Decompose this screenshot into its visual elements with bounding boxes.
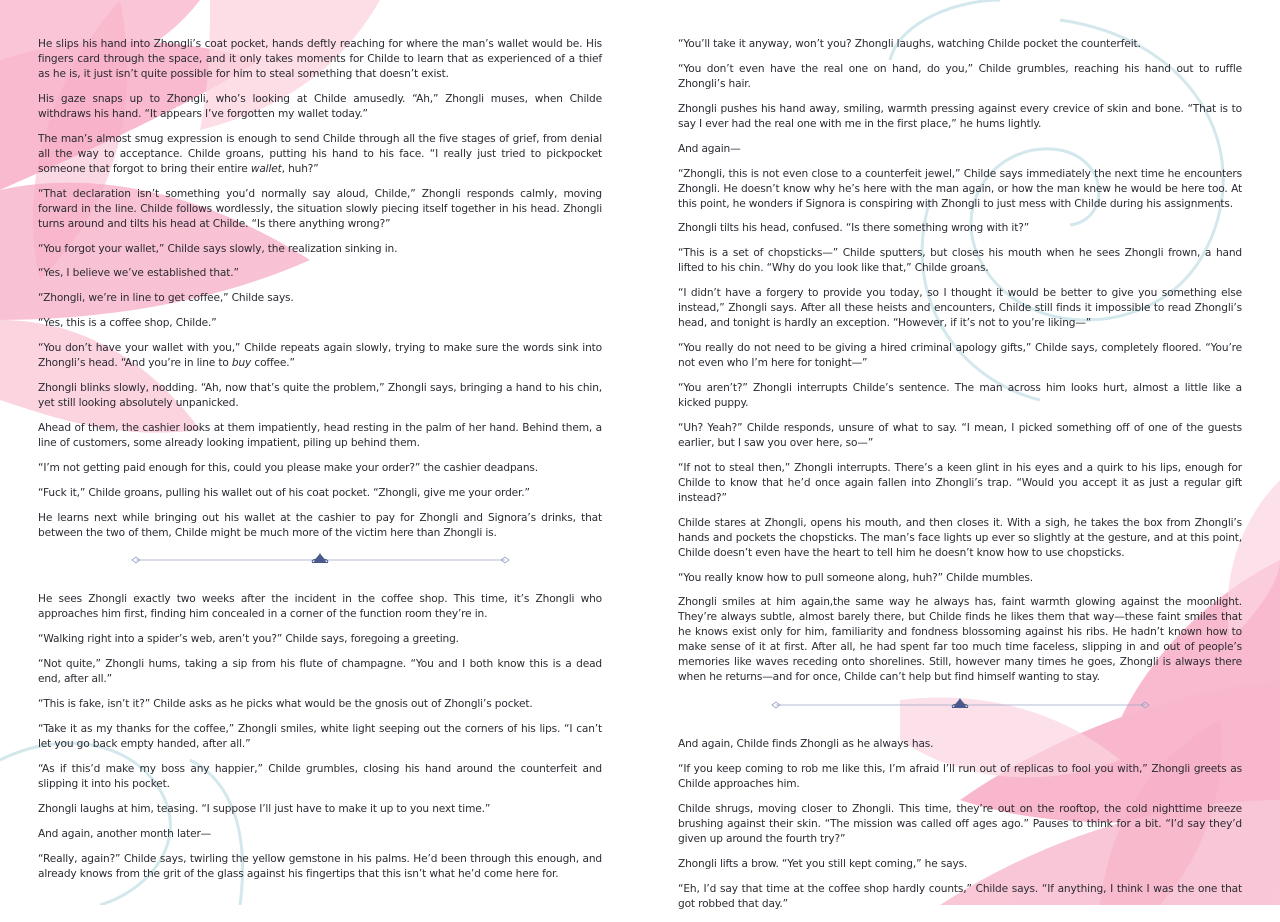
left-column <box>38 37 602 891</box>
paragraph: “You don’t even have the real one on hand, do you,” Childe grumbles, reaching his hand out to ruffle Zhongli’s hair. <box>678 62 1242 90</box>
paragraph: “Yes, I believe we’ve established that.” <box>38 267 239 280</box>
paragraph: Zhongli pushes his hand away, smiling, warmth pressing against every crevice of skin and bone. “That is to say I ever had the real one with me in the first place,” he hums lightly. <box>678 102 1242 130</box>
paragraph: Ahead of them, the cashier looks at them impatiently, head resting in the palm of her hand. Behind them, a line of customers, some already looking impatient, piling up behind them. <box>38 421 602 449</box>
paragraph: Zhongli laughs at him, teasing. “I suppose I’ll just have to make it up to you next time.” <box>38 802 491 815</box>
section-2 <box>678 737 1242 912</box>
paragraph: “Not quite,” Zhongli hums, taking a sip from his flute of champagne. “You and I both know this is a dead end, after all.” <box>38 658 602 686</box>
paragraph: “This is a set of chopsticks—” Childe sputters, but closes his mouth when he sees Zhongli frown, a hand lifted to his chin. “Why do you look like that,” Childe groans. <box>678 247 1242 275</box>
paragraph: “Zhongli, this is not even close to a counterfeit jewel,” Childe says immediately the next time he encounters Zhongli. He doesn’t know why he’s here with the man again, or how the man knew he would be here too. At this point, he wonders if Signora is conspiring with Zhongli to just mess with Childe during his assignments. <box>678 167 1242 210</box>
paragraph: “If not to steal then,” Zhongli interrupts. There’s a keen glint in his eyes and a quirk to his lips, enough for Childe to know that he’d once again fallen into Zhongli’s trap. “Would you accept it as just a regular gift instead?” <box>678 461 1242 504</box>
paragraph: “This is fake, isn’t it?” Childe asks as he picks what would be the gnosis out of Zhongli’s pocket. <box>38 698 533 711</box>
paragraph: “You really do not need to be giving a hired criminal apology gifts,” Childe says, completely floored. “You’re not even who I’m here for tonight—” <box>678 342 1242 370</box>
paragraph: Zhongli blinks slowly, nodding. “Ah, now that’s quite the problem,” Zhongli says, bringing a hand to his chin, yet still looking absolutely unpanicked. <box>38 382 602 410</box>
paragraph: “Eh, I’d say that time at the coffee shop hardly counts,” Childe says. “If anything, I think I was the one that got robbed that day.” <box>678 882 1242 910</box>
section-1 <box>678 37 1242 685</box>
paragraph: “Take it as my thanks for the coffee,” Zhongli smiles, white light seeping out the corners of his lips. “I can’t let you go back empty handed, after all.” <box>38 723 602 751</box>
section-2 <box>38 592 602 881</box>
section-divider <box>678 695 1242 715</box>
paragraph: Childe stares at Zhongli, opens his mouth, and then closes it. With a sigh, he takes the box from Zhongli’s hands and pockets the chopsticks. The man’s face lights up ever so slightly at the gesture, and at this point, Childe doesn’t even have the heart to tell him he doesn’t know how to use chopsticks. <box>678 516 1242 559</box>
paragraph: “Uh? Yeah?” Childe responds, unsure of what to say. “I mean, I picked something off of one of the guests earlier, but I saw you over here, so—” <box>678 421 1242 449</box>
paragraph: “Zhongli, we’re in line to get coffee,” Childe says. <box>38 292 294 305</box>
paragraph: “You don’t have your wallet with you,” Childe repeats again slowly, trying to make sure the words sink into Zhongli’s head. “And you’re in line to buy coffee.” <box>38 342 602 370</box>
paragraph: “Yes, this is a coffee shop, Childe.” <box>38 317 217 330</box>
paragraph: “You forgot your wallet,” Childe says slowly, the realization sinking in. <box>38 242 398 255</box>
paragraph: Zhongli smiles at him again,the same way he always has, faint warmth glowing against the moonlight. They’re always subtle, almost barely there, but Childe finds he likes them that way—these faint smiles that he knows exist only for him, familiarity and fondness blossoming against his ribs. He hadn’t known how to make sense of it at first. After all, he had spent far too much time faceless, slipping in and out of people’s memories like waves receding onto shorelines. Still, however many times he goes, Zhongli is always there when he returns—and for once, Childe can’t help but find himself wanting to stay. <box>678 596 1242 684</box>
paragraph: He slips his hand into Zhongli’s coat pocket, hands deftly reaching for where the man’s wallet would be. His fingers card through the space, and it only takes moments for Childe to learn that as experienced of a thief as he is, it just isn’t quite possible for him to steal something that doesn’t exist. <box>38 38 602 80</box>
right-column <box>678 37 1242 922</box>
paragraph: Zhongli lifts a brow. “Yet you still kept coming,” he says. <box>678 858 968 871</box>
paragraph: Childe shrugs, moving closer to Zhongli. This time, they’re out on the rooftop, the cold nighttime breeze brushing against their skin. “The mission was called off ages ago.” Pauses to think for a bit. “I’d say they’d given up around the fourth try?” <box>678 803 1242 846</box>
paragraph: “Fuck it,” Childe groans, pulling his wallet out of his coat pocket. “Zhongli, give me your order.” <box>38 486 530 499</box>
paragraph: “You’ll take it anyway, won’t you? Zhongli laughs, watching Childe pocket the counterfeit. <box>678 38 1141 50</box>
section-divider <box>38 550 602 570</box>
paragraph: “Walking right into a spider’s web, aren’t you?” Childe says, foregoing a greeting. <box>38 633 459 646</box>
paragraph: “That declaration isn’t something you’d normally say aloud, Childe,” Zhongli responds calmly, moving forward in the line. Childe follows wordlessly, the situation slowly piecing itself together in his head. Zhongli turns around and tilts his head at Childe. “Is there anything wrong?” <box>38 187 602 230</box>
paragraph: “As if this’d make my boss any happier,” Childe grumbles, closing his hand around the counterfeit and slipping it into his pocket. <box>38 762 602 790</box>
lotus-divider-icon <box>952 698 968 708</box>
paragraph: He learns next while bringing out his wallet at the cashier to pay for Zhongli and Signora’s drinks, that between the two of them, Childe might be much more of the victim here than Zhongli is. <box>38 511 602 539</box>
paragraph: “I’m not getting paid enough for this, could you please make your order?” the cashier deadpans. <box>38 461 539 474</box>
paragraph: “You aren’t?” Zhongli interrupts Childe’s sentence. The man across him looks hurt, almost a little like a kicked puppy. <box>678 382 1242 410</box>
paragraph: The man’s almost smug expression is enough to send Childe through all the five stages of grief, from denial all the way to acceptance. Childe groans, putting his hand to his face. “I really just tried to pickpocket someone that forgot to bring their entire wallet, huh?” <box>38 132 602 175</box>
paragraph: And again— <box>678 142 741 155</box>
paragraph: “I didn’t have a forgery to provide you today, so I thought it would be better to give you something else instead,” Zhongli says. After all these heists and encounters, Childe still finds it impossible to read Zhongli’s head, and tonight is hardly an exception. “However, if it’s not to you’re liking—” <box>678 287 1242 330</box>
paragraph: Zhongli tilts his head, confused. “Is there something wrong with it?” <box>678 222 1030 235</box>
paragraph: He sees Zhongli exactly two weeks after the incident in the coffee shop. This time, it’s Zhongli who approaches him first, finding him concealed in a corner of the function room they’re in. <box>38 593 602 621</box>
paragraph: And again, Childe finds Zhongli as he always has. <box>678 738 934 751</box>
paragraph: “If you keep coming to rob me like this, I’m afraid I’ll run out of replicas to fool you with,” Zhongli greets as Childe approaches him. <box>678 763 1242 791</box>
paragraph: “You really know how to pull someone along, huh?” Childe mumbles. <box>678 571 1033 584</box>
lotus-divider-icon <box>312 553 328 563</box>
paragraph: His gaze snaps up to Zhongli, who’s looking at Childe amusedly. “Ah,” Zhongli muses, when Childe withdraws his hand. “It appears I’ve forgotten my wallet today.” <box>38 92 602 120</box>
paragraph: “Really, again?” Childe says, twirling the yellow gemstone in his palms. He’d been through this enough, and already knows from the grit of the glass against his fingertips that this isn’t what he’d come here for. <box>38 852 602 880</box>
paragraph: And again, another month later— <box>38 827 212 840</box>
section-1 <box>38 37 602 541</box>
